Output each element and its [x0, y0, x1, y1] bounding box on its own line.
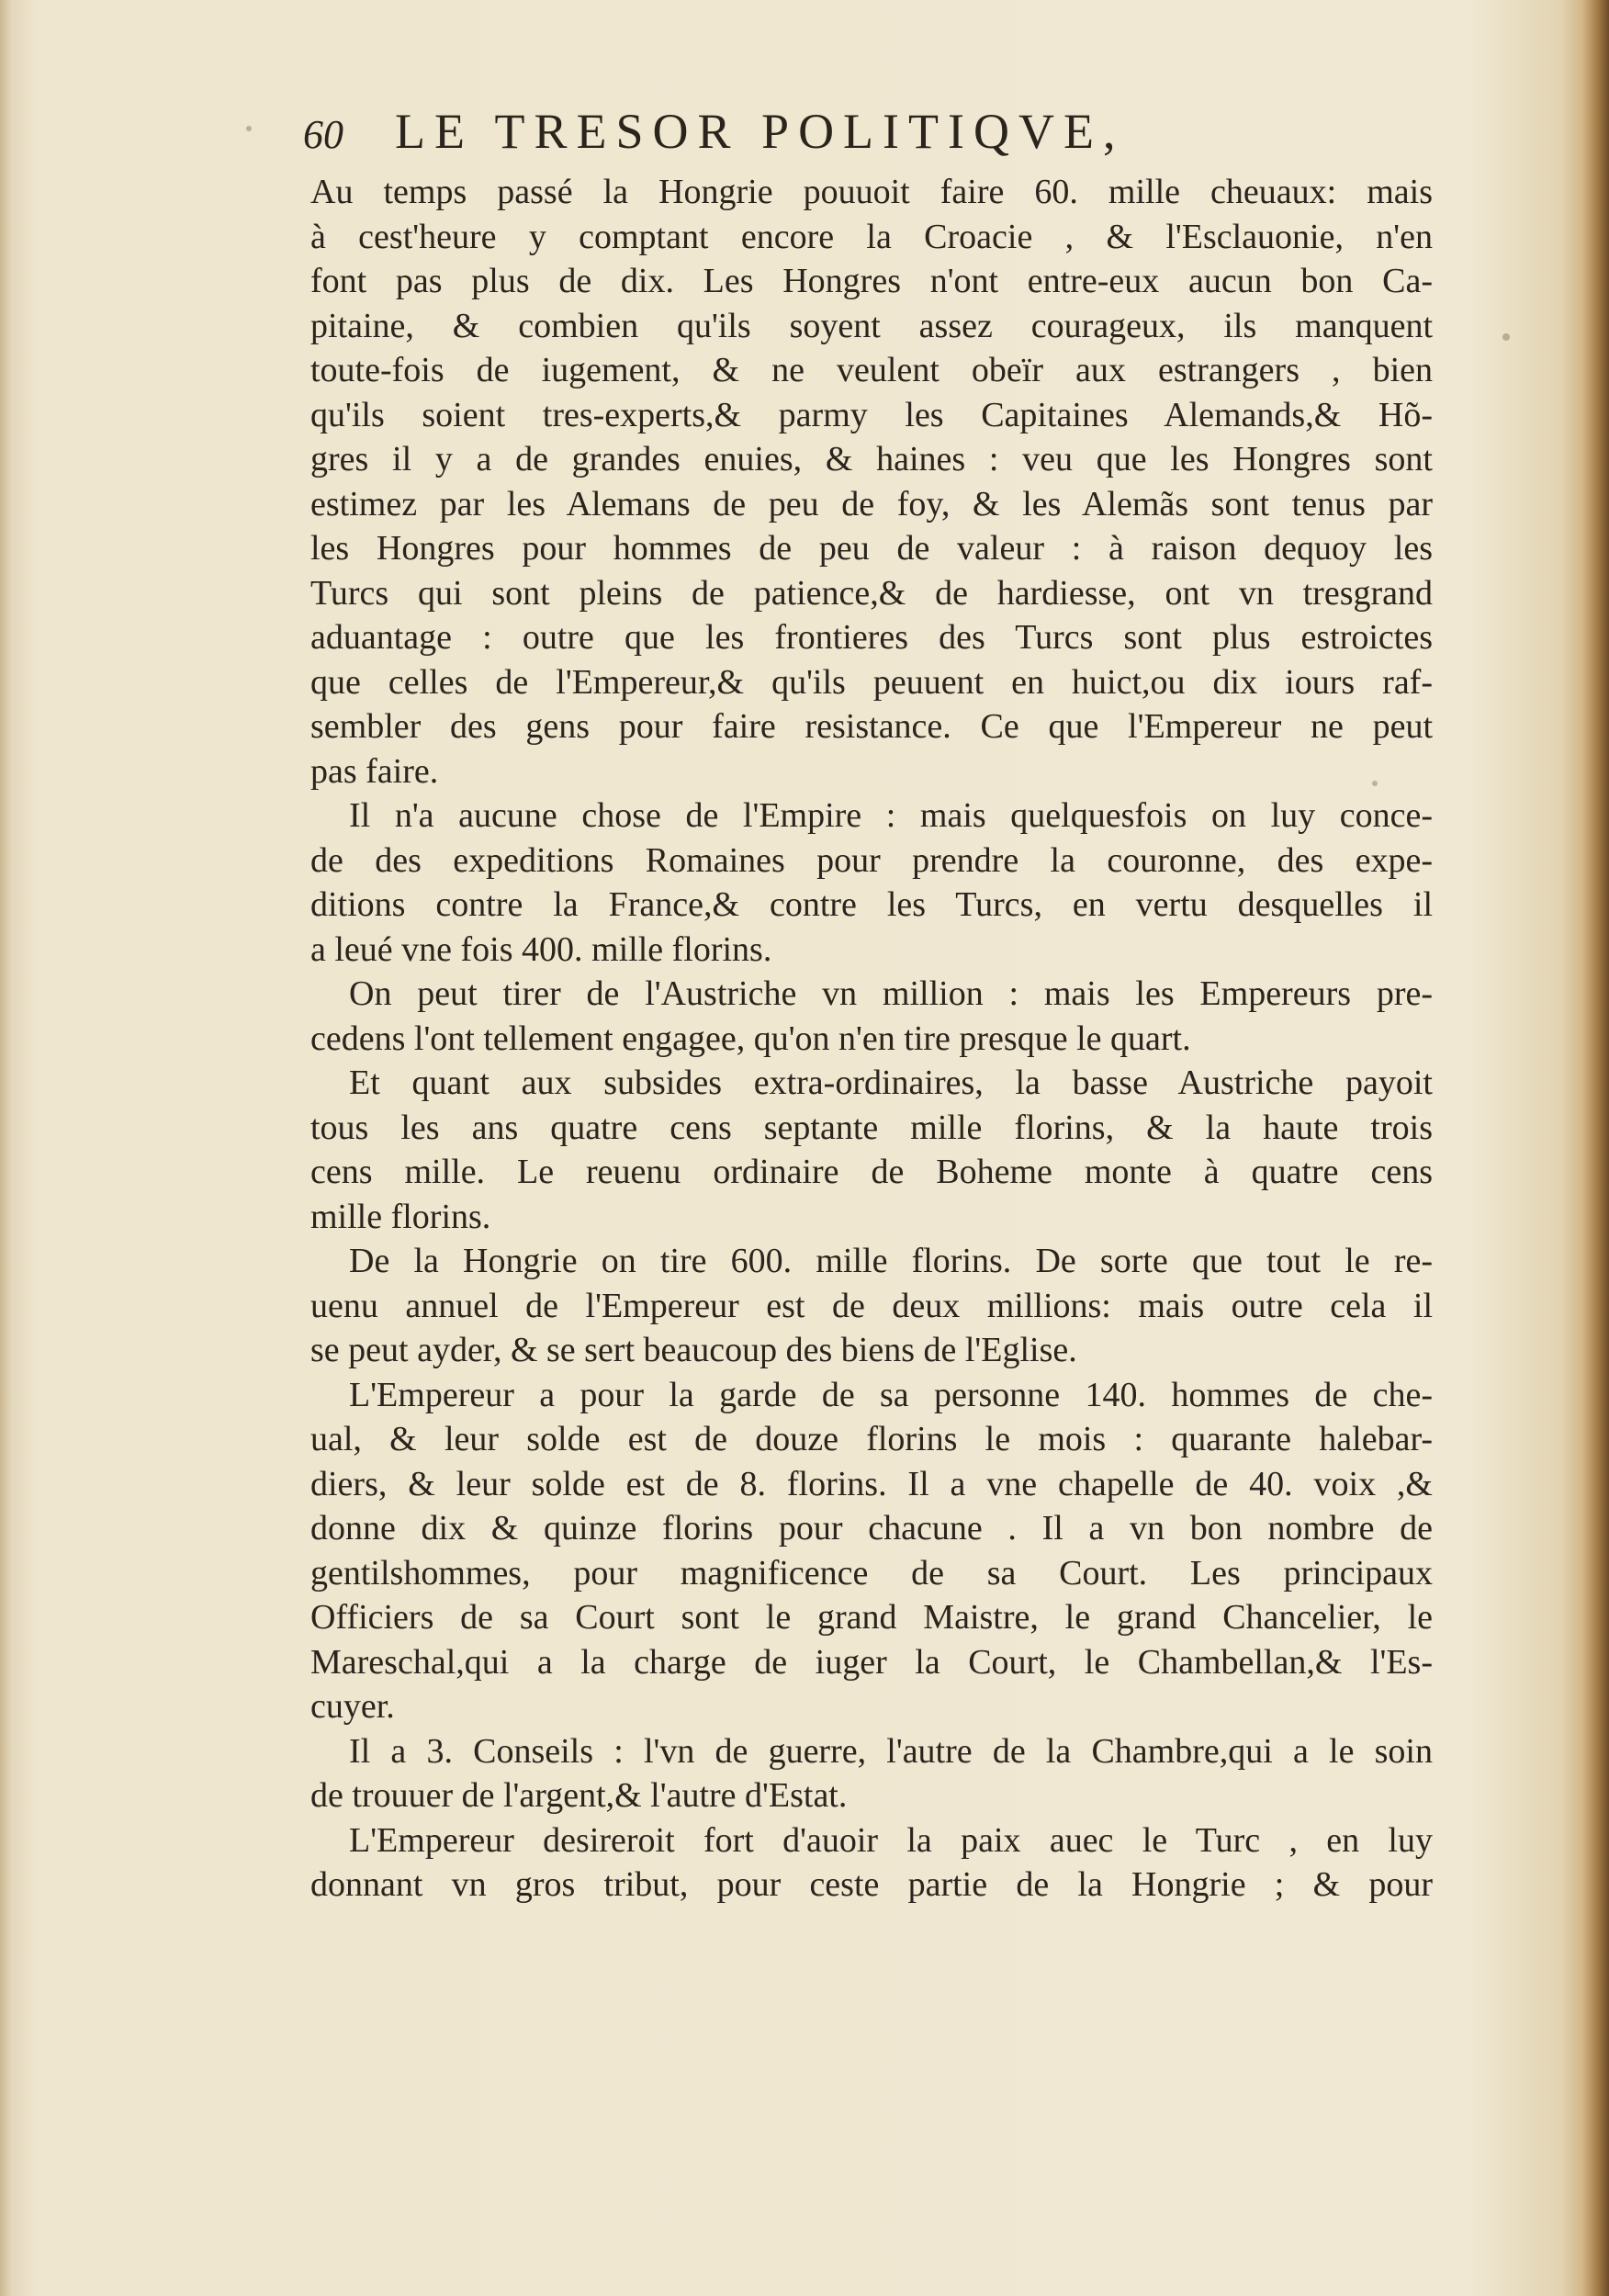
text-line: Mareschal,qui a la charge de iuger la Court, le Chambellan,& l'Es-: [310, 1642, 1433, 1682]
text-line: On peut tirer de l'Austriche vn million : mais les Empereurs pre-: [349, 974, 1433, 1013]
text-line: de des expeditions Romaines pour prendre la couronne, des expe-: [310, 840, 1433, 880]
text-line: De la Hongrie on tire 600. mille florins. De sorte que tout le re-: [349, 1242, 1433, 1280]
text-line: que celles de l'Empereur,& qu'ils peuuent en huict,ou dix iours raf-: [310, 662, 1433, 702]
text-line: pitaine, & combien qu'ils soyent assez courageux, ils manquent: [310, 306, 1433, 345]
text-line: Il a 3. Conseils : l'vn de guerre, l'autre de la Chambre,qui a le soin: [349, 1731, 1433, 1771]
text-line: estimez par les Alemans de peu de foy, & les Alemãs sont tenus par: [310, 484, 1433, 523]
text-line: Et quant aux subsides extra-ordinaires, la basse Austriche payoit: [349, 1064, 1433, 1102]
text-line: ditions contre la France,& contre les Turcs, en vertu desquelles il: [310, 885, 1433, 924]
text-line: les Hongres pour hommes de peu de valeur : à raison dequoy les: [310, 529, 1433, 568]
text-line: tous les ans quatre cens septante mille florins, & la haute trois: [310, 1108, 1433, 1147]
text-line: de trouuer de l'argent,& l'autre d'Estat.: [310, 1776, 848, 1815]
text-line: diers, & leur solde est de 8. florins. Il a vne chapelle de 40. voix ,&: [310, 1464, 1433, 1503]
body-text: [310, 170, 1433, 1908]
text-line: Au temps passé la Hongrie pouuoit faire 60. mille cheuaux: mais: [310, 173, 1433, 211]
ink-spot: [246, 126, 252, 131]
page-number: 60: [303, 112, 343, 157]
text-line: cedens l'ont tellement engagee, qu'on n'en tire presque le quart.: [310, 1019, 1191, 1058]
text-line: L'Empereur a pour la garde de sa personne 140. hommes de che-: [349, 1375, 1433, 1414]
text-line: Turcs qui sont pleins de patience,& de hardiesse, ont vn tresgrand: [310, 573, 1433, 613]
page-left-edge: [0, 0, 13, 2296]
text-line: gentilshommes, pour magnificence de sa Court. Les principaux: [310, 1553, 1433, 1593]
text-line: qu'ils soient tres-experts,& parmy les Capitaines Alemands,& Hõ-: [310, 395, 1433, 434]
text-line: pas faire.: [310, 751, 439, 791]
text-line: L'Empereur desireroit fort d'auoir la paix auec le Turc , en luy: [349, 1820, 1433, 1860]
text-line: Il n'a aucune chose de l'Empire : mais quelquesfois on luy conce-: [349, 796, 1433, 835]
text-line: font pas plus de dix. Les Hongres n'ont entre-eux aucun bon Ca-: [310, 262, 1433, 300]
text-line: à cest'heure y comptant encore la Croacie , & l'Esclauonie, n'en: [310, 217, 1433, 256]
ink-spot: [1502, 333, 1510, 341]
text-line: cuyer.: [310, 1687, 395, 1726]
page-header: [303, 103, 1277, 158]
running-title: LE TRESOR POLITIQVE,: [395, 104, 1125, 159]
text-line: ual, & leur solde est de douze florins le mois : quarante halebar-: [310, 1420, 1433, 1458]
text-line: toute-fois de iugement, & ne veulent obeïr aux estrangers , bien: [310, 351, 1433, 389]
text-line: uenu annuel de l'Empereur est de deux millions: mais outre cela il: [310, 1286, 1433, 1325]
text-line: cens mille. Le reuenu ordinaire de Boheme monte à quatre cens: [310, 1153, 1433, 1191]
text-line: gres il y a de grandes enuies, & haines : veu que les Hongres sont: [310, 440, 1433, 478]
text-line: sembler des gens pour faire resistance. Ce que l'Empereur ne peut: [310, 707, 1433, 746]
page-right-edge-binding: [1581, 0, 1609, 2296]
text-line: se peut ayder, & se sert beaucoup des biens de l'Eglise.: [310, 1331, 1077, 1369]
text-line: aduantage : outre que les frontieres des Turcs sont plus estroictes: [310, 618, 1433, 657]
ink-spot: [1372, 781, 1378, 786]
text-line: a leué vne fois 400. mille florins.: [310, 929, 772, 969]
text-line: mille florins.: [310, 1197, 491, 1236]
text-line: Officiers de sa Court sont le grand Maistre, le grand Chancelier, le: [310, 1598, 1433, 1637]
text-line: donne dix & quinze florins pour chacune . Il a vn bon nombre de: [310, 1509, 1433, 1548]
text-line: donnant vn gros tribut, pour ceste partie de la Hongrie ; & pour: [310, 1865, 1433, 1904]
